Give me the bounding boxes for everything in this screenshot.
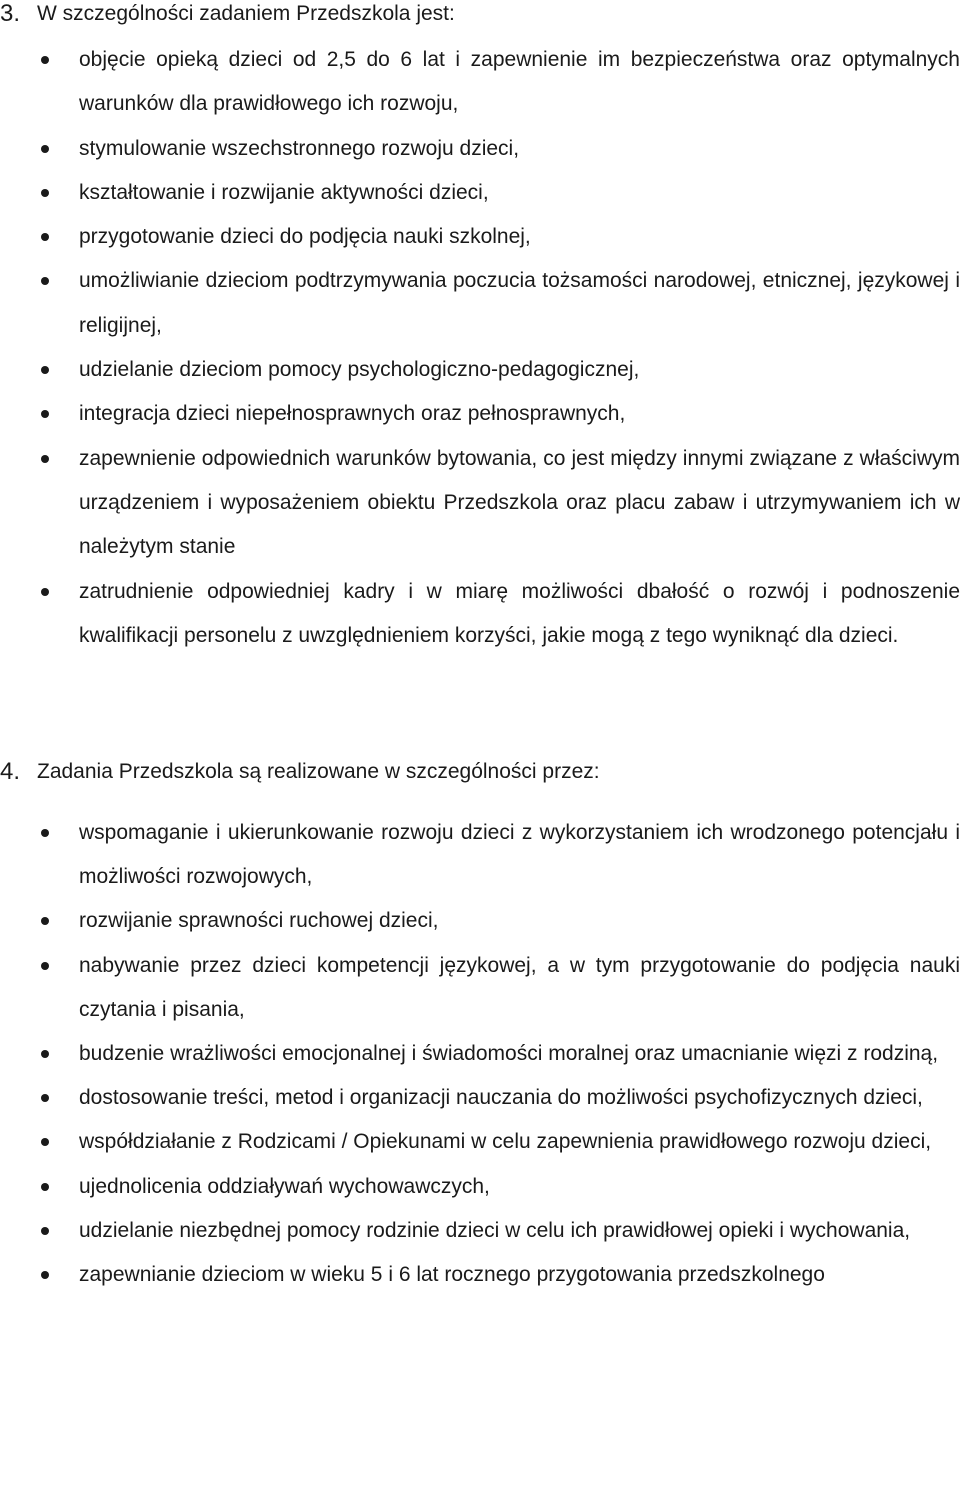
bullet-icon [41,1138,49,1146]
list-item [0,259,960,348]
bullet-icon [41,917,49,925]
bullet-icon [41,588,49,596]
list-item [0,811,960,899]
list-item [0,348,960,392]
list-item [0,437,960,570]
list-item-text: rozwijanie sprawności ruchowej dzieci, [79,909,439,933]
bullet-icon [41,145,49,153]
section-heading-text: Zadania Przedszkola są realizowane w szczególności przez: [37,760,600,783]
list-item-text: stymulowanie wszechstronnego rozwoju dzieci, [79,136,520,160]
list-item-text: zapewnienie odpowiednich warunków bytowania, co jest między innymi związane z właściwym urządzeniem i wyposażeniem obiektu Przedszkola oraz placu zabaw i utrzymywaniem ich w należytym stanie [79,446,960,559]
list-item [0,392,960,436]
bullet-icon [41,277,49,285]
list-item [0,1165,960,1209]
section-heading [0,0,960,32]
section-heading-text: W szczególności zadaniem Przedszkola jest: [37,2,455,25]
bullet-icon [41,1271,49,1279]
list-item-text: umożliwianie dzieciom podtrzymywania poczucia tożsamości narodowej, etnicznej, językowej i religijnej, [79,269,960,337]
list-item-text: kształtowanie i rozwijanie aktywności dzieci, [79,180,489,204]
bullet-icon [41,455,49,463]
section-4 [0,750,960,1297]
list-item [0,127,960,171]
bullet-icon [41,1094,49,1102]
bullet-icon [41,366,49,374]
bullet-icon [41,962,49,970]
bullet-icon [41,56,49,64]
list-item-text: współdziałanie z Rodzicami / Opiekunami w celu zapewnienia prawidłowego rozwoju dzieci, [79,1130,932,1154]
list-item-text: budzenie wrażliwości emocjonalnej i świadomości moralnej oraz umacnianie więzi z rodziną, [79,1042,939,1066]
list-item-text: zatrudnienie odpowiedniej kadry i w miarę możliwości dbałość o rozwój i podnoszenie kwalifikacji personelu z uwzględnieniem korzyści, jakie mogą z tego wyniknąć dla dzieci. [79,579,960,647]
list-item [0,1076,960,1120]
list-item-text: nabywanie przez dzieci kompetencji językowej, a w tym przygotowanie do podjęcia nauki czytania i pisania, [79,953,960,1021]
bullet-icon [41,1183,49,1191]
list-item-text: udzielanie niezbędnej pomocy rodzinie dzieci w celu ich prawidłowej opieki i wychowania, [79,1218,911,1242]
list-item [0,570,960,659]
list-item-text: integracja dzieci niepełnosprawnych oraz pełnosprawnych, [79,402,626,426]
list-item [0,944,960,1032]
list-item-text: wspomaganie i ukierunkowanie rozwoju dzieci z wykorzystaniem ich wrodzonego potencjału i możliwości rozwojowych, [79,821,960,889]
bullet-icon [41,1050,49,1058]
list-item [0,215,960,259]
list-item [0,1032,960,1076]
list-item [0,1253,960,1297]
bullet-icon [41,829,49,837]
bullet-icon [41,233,49,241]
list-item-text: udzielanie dzieciom pomocy psychologiczno-pedagogicznej, [79,358,640,382]
bullet-icon [41,1227,49,1235]
bullet-icon [41,410,49,418]
section-number: 3. [0,0,21,27]
bullet-icon [41,189,49,197]
list-item-text: ujednolicenia oddziaływań wychowawczych, [79,1174,490,1198]
list-item-text: zapewnianie dzieciom w wieku 5 i 6 lat rocznego przygotowania przedszkolnego [79,1263,825,1287]
section-3 [0,0,960,658]
section-number: 4. [0,758,21,785]
list-item [0,899,960,943]
list-item-text: przygotowanie dzieci do podjęcia nauki szkolnej, [79,225,531,249]
section-heading [0,754,960,790]
list-item-text: dostosowanie treści, metod i organizacji nauczania do możliwości psychofizycznych dzieci, [79,1086,923,1110]
bullet-list [0,811,960,1297]
list-item [0,171,960,215]
bullet-list [0,38,960,658]
list-item [0,1209,960,1253]
list-item [0,38,960,127]
list-item-text: objęcie opieką dzieci od 2,5 do 6 lat i zapewnienie im bezpieczeństwa oraz optymalnych warunków dla prawidłowego ich rozwoju, [79,48,960,116]
list-item [0,1120,960,1164]
